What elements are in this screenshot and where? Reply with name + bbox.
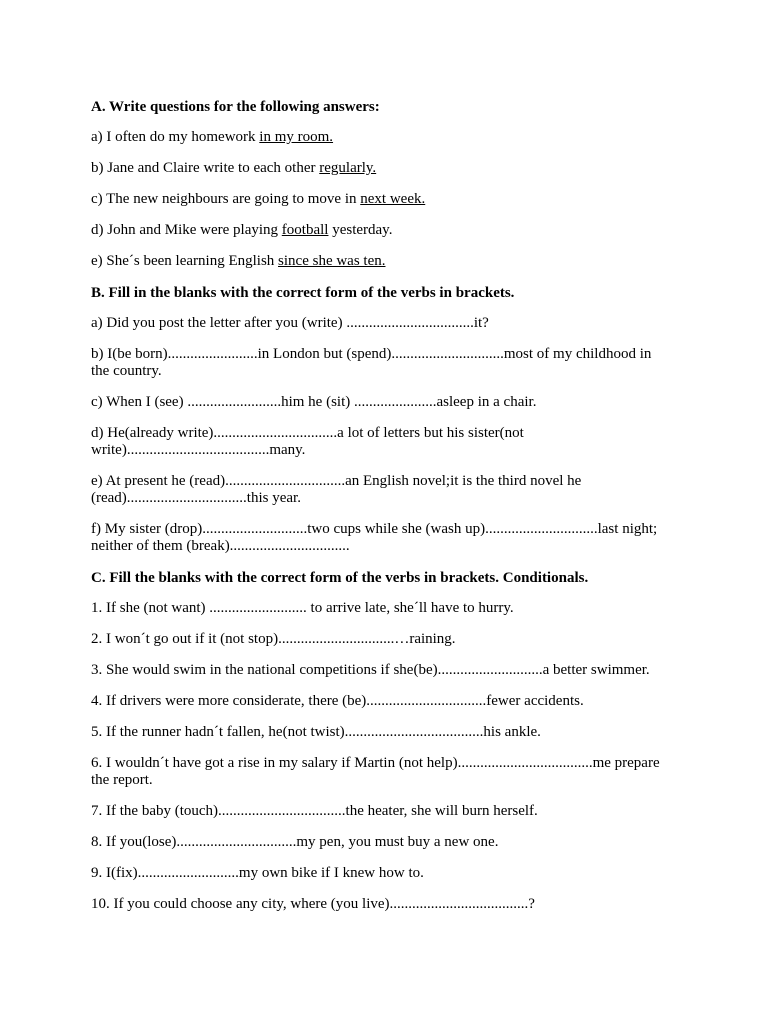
section-c-heading: C. Fill the blanks with the correct form of the verbs in brackets. Conditionals. bbox=[91, 570, 589, 586]
section-b-heading: B. Fill in the blanks with the correct form of the verbs in brackets. bbox=[91, 285, 515, 301]
worksheet-page bbox=[91, 98, 671, 927]
section-a-item-b bbox=[91, 160, 671, 177]
section-c-item-7: 7. If the baby (touch)..................................the heater, she will burn herself. bbox=[91, 803, 538, 819]
section-a-item-a bbox=[91, 129, 671, 146]
section-b-item-b: b) I(be born)........................in London but (spend)..............................most of my childhood in the country. bbox=[91, 346, 652, 379]
underlined-answer: next week. bbox=[360, 191, 426, 207]
underlined-answer: regularly. bbox=[319, 160, 377, 176]
item-text: c) The new neighbours are going to move in bbox=[91, 191, 361, 207]
section-a-item-e bbox=[91, 253, 671, 270]
underlined-answer: since she was ten. bbox=[278, 253, 386, 269]
section-c-item-2: 2. I won´t go out if it (not stop)...............................…raining. bbox=[91, 631, 456, 647]
item-text: b) Jane and Claire write to each other bbox=[91, 160, 320, 176]
section-c-item-4: 4. If drivers were more considerate, there (be)................................fewer accidents. bbox=[91, 693, 584, 709]
section-c-item-9: 9. I(fix)...........................my own bike if I knew how to. bbox=[91, 865, 424, 881]
section-c-item-5: 5. If the runner hadn´t fallen, he(not twist).....................................his ankle. bbox=[91, 724, 541, 740]
section-b-item-f: f) My sister (drop)............................two cups while she (wash up)..............................last night; neither of them (break)................................ bbox=[91, 521, 658, 554]
item-text: e) She´s been learning English bbox=[91, 253, 279, 269]
section-b-item-c: c) When I (see) .........................him he (sit) ......................asleep in a chair. bbox=[91, 394, 537, 410]
item-text: a) I often do my homework bbox=[91, 129, 260, 145]
section-c-item-3: 3. She would swim in the national competitions if she(be)............................a better swimmer. bbox=[91, 662, 650, 678]
section-b-item-a: a) Did you post the letter after you (write) ..................................it? bbox=[91, 315, 489, 331]
underlined-answer: in my room. bbox=[259, 129, 334, 145]
section-a-heading: A. Write questions for the following answers: bbox=[91, 99, 380, 115]
section-c-item-8: 8. If you(lose)................................my pen, you must buy a new one. bbox=[91, 834, 499, 850]
section-c-item-6: 6. I wouldn´t have got a rise in my salary if Martin (not help)....................................me prepare the report. bbox=[91, 755, 660, 788]
section-b-item-e: e) At present he (read)................................an English novel;it is the third novel he (read)................................this year. bbox=[91, 473, 582, 506]
section-a-item-d bbox=[91, 222, 671, 239]
underlined-answer: football bbox=[281, 222, 329, 238]
item-text-after: yesterday. bbox=[328, 222, 393, 238]
section-b-item-d: d) He(already write).................................a lot of letters but his sister(not write)......................................many. bbox=[91, 425, 524, 458]
section-c-item-1: 1. If she (not want) .......................... to arrive late, she´ll have to hurry. bbox=[91, 600, 514, 616]
section-c-item-10: 10. If you could choose any city, where (you live).....................................? bbox=[91, 896, 535, 912]
section-a-item-c bbox=[91, 191, 671, 208]
item-text: d) John and Mike were playing bbox=[91, 222, 282, 238]
